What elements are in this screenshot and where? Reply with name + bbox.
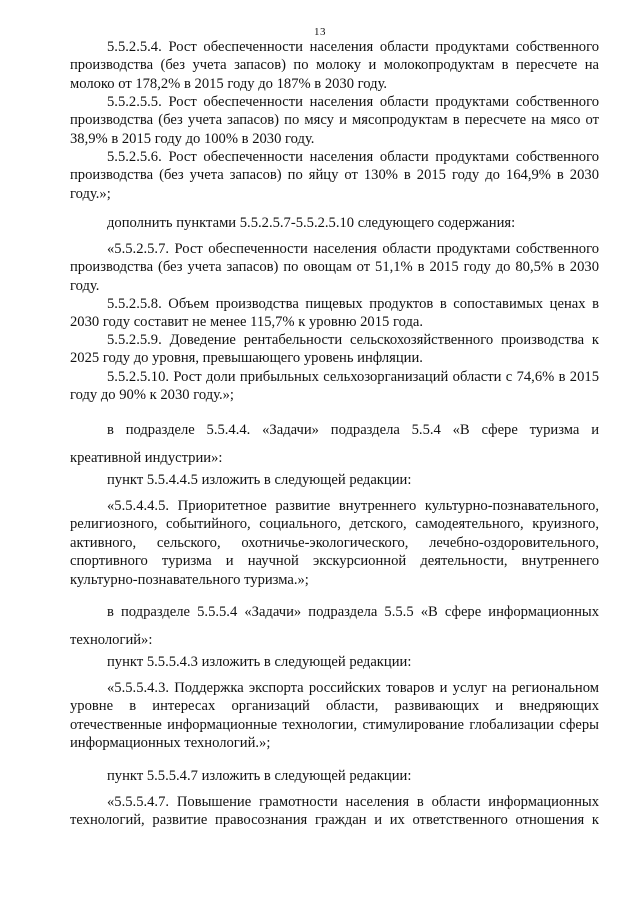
paragraph-5-5-5-4-7: «5.5.5.4.7. Повышение грамотности населения в области информационных технологий, развитие правосознания граждан и их ответственного отношения к [70,794,599,829]
page-number: 13 [314,26,326,38]
paragraph-5-5-2-5-10: 5.5.2.5.10. Рост доли прибыльных сельхозорганизаций области с 74,6% в 2015 году до 90% к 2030 году.»; [70,369,599,404]
paragraph-5-5-2-5-5: 5.5.2.5.5. Рост обеспеченности населения области продуктами собственного производства (без учета запасов) по мясу и мясопродуктам в пересчете на мясо от 38,9% в 2015 году до 100% в 2030 году. [70,94,599,147]
paragraph-add-points: дополнить пунктами 5.5.2.5.7-5.5.2.5.10 следующего содержания: [107,215,516,231]
paragraph-point-5-5-4-4-5: пункт 5.5.4.4.5 изложить в следующей редакции: [107,472,412,488]
paragraph-5-5-2-5-6: 5.5.2.5.6. Рост обеспеченности населения области продуктами собственного производства (без учета запасов) по яйцу от 130% в 2015 году до 164,9% в 2030 году.»; [70,149,599,202]
paragraph-5-5-4-4-5: «5.5.4.4.5. Приоритетное развитие внутреннего культурно-познавательного, религиозного, событийного, социального, детского, самодеятельного, круизного, активного, сельского, охотничье-экологического, лечебно-оздоровительного, спортивного туризма и научной экскурсионной деятельности, внутреннего культурно-познавательного туризма.»; [70,498,599,588]
paragraph-point-5-5-5-4-3: пункт 5.5.5.4.3 изложить в следующей редакции: [107,654,412,670]
paragraph-5-5-2-5-8: 5.5.2.5.8. Объем производства пищевых продуктов в сопоставимых ценах в 2030 году составит не менее 115,7% к уровню 2015 года. [70,296,599,331]
paragraph-5-5-5-4-3: «5.5.5.4.3. Поддержка экспорта российских товаров и услуг на региональном уровне в интересах организаций области, развивающих и внедряющих отечественные информационные технологии, стимулирование глобализации сферы информационных технологий.»; [70,680,599,752]
paragraph-5-5-2-5-9: 5.5.2.5.9. Доведение рентабельности сельскохозяйственного производства к 2025 году до уровня, превышающего уровень инфляции. [70,332,599,367]
paragraph-5-5-2-5-4: 5.5.2.5.4. Рост обеспеченности населения области продуктами собственного производства (без учета запасов) по молоку и молокопродуктам в пересчете на молоко от 178,2% в 2015 году до 187% в 2030 году. [70,39,599,92]
paragraph-5-5-2-5-7: «5.5.2.5.7. Рост обеспеченности населения области продуктами собственного производства (без учета запасов) по овощам от 51,1% в 2015 году до 80,5% в 2030 году. [70,241,599,294]
paragraph-subsection-5-5-5-4: в подразделе 5.5.5.4 «Задачи» подраздела 5.5.5 «В сфере информационных технологий»: [70,604,599,648]
paragraph-point-5-5-5-4-7: пункт 5.5.5.4.7 изложить в следующей редакции: [107,768,412,784]
paragraph-subsection-5-5-4-4: в подразделе 5.5.4.4. «Задачи» подраздела 5.5.4 «В сфере туризма и креативной индустрии»: [70,422,599,466]
